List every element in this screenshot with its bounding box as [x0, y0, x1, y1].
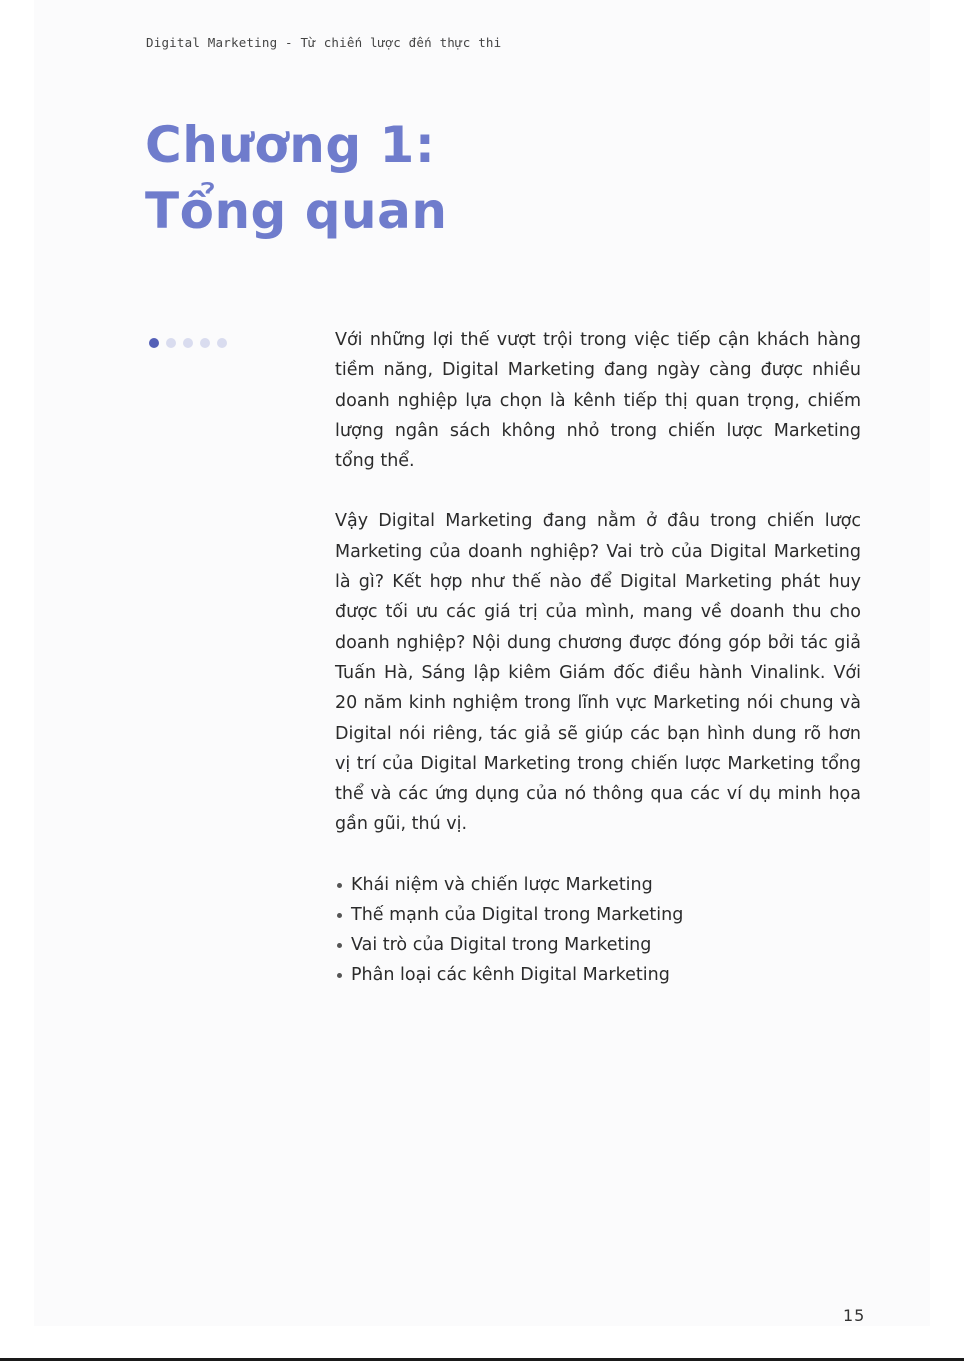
topic-item: Phân loại các kênh Digital Marketing	[335, 960, 861, 990]
chapter-progress-dots	[149, 338, 227, 348]
topic-item: Vai trò của Digital trong Marketing	[335, 930, 861, 960]
topic-list	[335, 870, 861, 990]
chapter-title-line-2: Tổng quan	[145, 182, 448, 240]
progress-dot	[149, 338, 159, 348]
intro-paragraph-2: Vậy Digital Marketing đang nằm ở đâu trong chiến lược Marketing của doanh nghiệp? Vai trò của Digital Marketing là gì? Kết hợp như thế nào để Digital Marketing phát huy được tối ưu các giá trị của mình, mang về doanh thu cho doanh nghiệp? Nội dung chương được đóng góp bởi tác giả Tuấn Hà, Sáng lập kiêm Giám đốc điều hành Vinalink. Với 20 năm kinh nghiệm trong lĩnh vực Marketing nói chung và Digital nói riêng, tác giả sẽ giúp các bạn hình dung rõ hơn vị trí của Digital Marketing trong chiến lược Marketing tổng thể và các ứng dụng của nó thông qua các ví dụ minh họa gần gũi, thú vị.	[335, 511, 861, 835]
chapter-title-line-1: Chương 1:	[145, 116, 436, 174]
chapter-intro	[335, 325, 861, 990]
topic-item: Khái niệm và chiến lược Marketing	[335, 870, 861, 900]
running-header: Digital Marketing - Từ chiến lược đến thực thi	[146, 35, 502, 50]
topic-item: Thế mạnh của Digital trong Marketing	[335, 900, 861, 930]
chapter-title	[145, 112, 447, 244]
page-number: 15	[843, 1306, 866, 1325]
progress-dot	[200, 338, 210, 348]
intro-paragraph-1: Với những lợi thế vượt trội trong việc tiếp cận khách hàng tiềm năng, Digital Marketing đang ngày càng được nhiều doanh nghiệp lựa chọn là kênh tiếp thị quan trọng, chiếm lượng ngân sách không nhỏ trong chiến lược Marketing tổng thể.	[335, 330, 861, 472]
progress-dot	[183, 338, 193, 348]
progress-dot	[217, 338, 227, 348]
progress-dot	[166, 338, 176, 348]
